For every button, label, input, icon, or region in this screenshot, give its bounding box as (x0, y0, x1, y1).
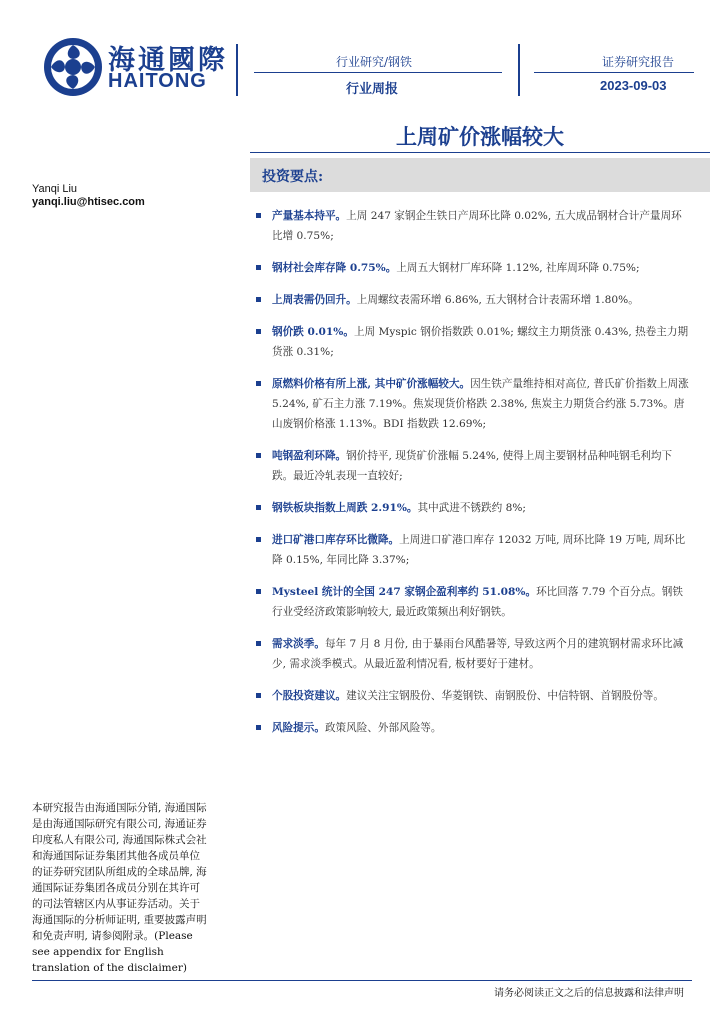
key-point: 钢铁板块指数上周跌 2.91%。其中武进不锈跌约 8%; (256, 498, 690, 518)
key-point: 进口矿港口库存环比微降。上周进口矿港口库存 12032 万吨, 周环比降 19 万吨, 周环比降 0.15%, 年同比降 3.37%; (256, 530, 690, 570)
key-point: 原燃料价格有所上涨, 其中矿价涨幅较大。因生铁产量维持相对高位, 普氏矿价指数上周涨 5.24%, 矿石主力涨 7.19%。焦炭现货价格跌 2.38%, 焦炭主力期货合约涨 5.73%。唐山废钢价格涨 1.13%。BDI 指数跌 12.69%; (256, 374, 690, 434)
header-rule-right (534, 72, 694, 73)
header-subtype: 行业周报 (346, 82, 399, 97)
footer-notice: 请务必阅读正文之后的信息披露和法律声明 (494, 988, 684, 999)
header-rule-middle (254, 72, 502, 73)
header-report-type: 证券研究报告 (602, 55, 675, 69)
footer-rule (32, 980, 692, 981)
bullet-icon (256, 641, 261, 646)
haitong-logo-icon (42, 36, 104, 98)
report-date: 2023-09-03 (600, 78, 667, 93)
header-divider-right (518, 44, 520, 96)
key-point: 需求淡季。每年 7 月 8 月份, 由于暴雨台风酷暑等, 导致这两个月的建筑钢材需求环比减少, 需求淡季模式。从最近盈利情况看, 板材要好于建材。 (256, 634, 690, 674)
bullet-icon (256, 725, 261, 730)
title-rule (250, 152, 710, 153)
bullet-icon (256, 265, 261, 270)
key-point: 风险提示。政策风险、外部风险等。 (256, 718, 690, 738)
key-point: Mysteel 统计的全国 247 家钢企盈利率约 51.08%。环比回落 7.79 个百分点。钢铁行业受经济政策影响较大, 最近政策频出利好钢铁。 (256, 582, 690, 622)
bullet-icon (256, 453, 261, 458)
key-point: 上周表需仍回升。上周螺纹表需环增 6.86%, 五大钢材合计表需环增 1.80%。 (256, 290, 690, 310)
section-title: 投资要点: (262, 169, 324, 185)
author-name: Yanqi Liu (32, 183, 78, 195)
bullet-icon (256, 589, 261, 594)
brand-name-cn: 海通國際 (108, 45, 228, 76)
key-point: 钢价跌 0.01%。上周 Myspic 钢价指数跌 0.01%; 螺纹主力期货涨 0.43%, 热卷主力期货涨 0.31%; (256, 322, 690, 362)
section-header (250, 158, 710, 192)
bullet-icon (256, 297, 261, 302)
brand-name-en: HAITONG (108, 70, 207, 92)
header-sector: 行业研究/钢铁 (336, 55, 413, 69)
bullet-icon (256, 213, 261, 218)
key-points-list (256, 206, 690, 738)
bullet-icon (256, 505, 261, 510)
key-point: 吨钢盈利环降。钢价持平, 现货矿价涨幅 5.24%, 使得上周主要钢材品种吨钢毛利均下跌。最近冷轧表现一直较好; (256, 446, 690, 486)
bullet-icon (256, 329, 261, 334)
disclaimer-text: 本研究报告由海通国际分销, 海通国际是由海通国际研究有限公司, 海通证券印度私人有限公司, 海通国际株式会社和海通国际证券集团其他各成员单位的证券研究团队所组成的全球品牌, 海通国际证券集团各成员分别在其许可的司法管辖区内从事证券活动。关于海通国际的分析师证明, 重要披露声明和免责声明, 请参阅附录。(Please see appendix for English translation of the disclaimer) (32, 802, 207, 974)
header-divider-left (236, 44, 238, 96)
bullet-icon (256, 693, 261, 698)
key-point: 产量基本持平。上周 247 家钢企生铁日产周环比降 0.02%, 五大成品钢材合计产量周环比增 0.75%; (256, 206, 690, 246)
author-email[interactable]: yanqi.liu@htisec.com (32, 196, 145, 208)
key-point: 钢材社会库存降 0.75%。上周五大钢材厂库环降 1.12%, 社库周环降 0.75%; (256, 258, 690, 278)
key-point: 个股投资建议。建议关注宝钢股份、华菱钢铁、南钢股份、中信特钢、首钢股份等。 (256, 686, 690, 706)
bullet-icon (256, 381, 261, 386)
report-title: 上周矿价涨幅较大 (396, 124, 564, 149)
bullet-icon (256, 537, 261, 542)
